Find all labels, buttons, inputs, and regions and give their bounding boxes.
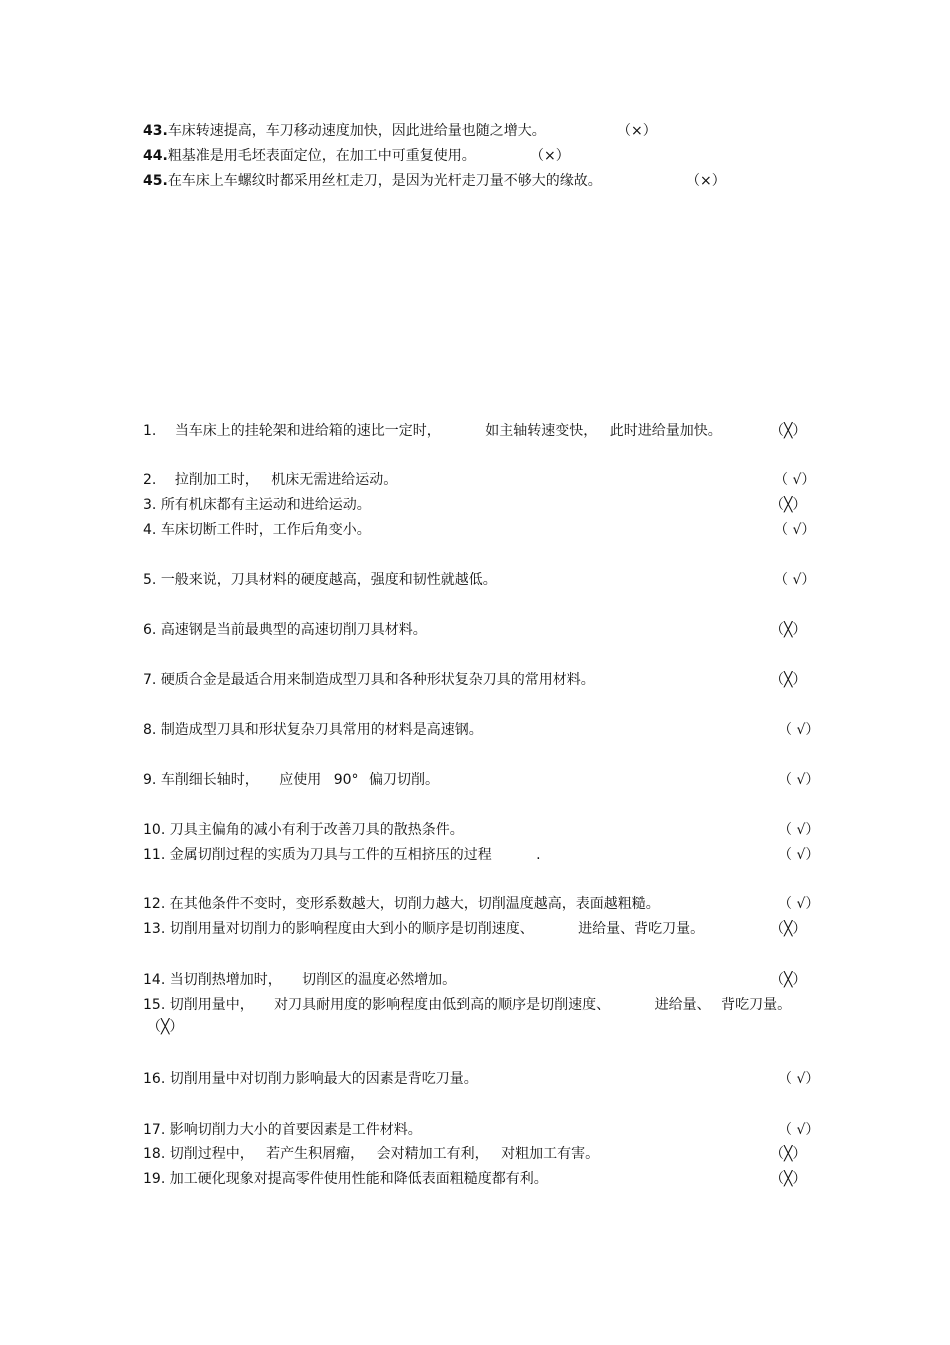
question-number: 43. bbox=[143, 123, 168, 139]
item-text: 所有机床都有主运动和进给运动。 bbox=[160, 497, 371, 513]
list-item-19 bbox=[143, 1170, 548, 1188]
answer-mark: （×） bbox=[686, 173, 726, 189]
item-number: 18. bbox=[143, 1146, 166, 1162]
item-text: 背吃刀量。 bbox=[721, 997, 792, 1013]
item-text: 切削过程中， bbox=[169, 1146, 254, 1162]
answer-mark: （ √） bbox=[774, 472, 816, 488]
answer-mark: （╳） bbox=[147, 1019, 184, 1035]
item-number: 10. bbox=[143, 822, 166, 838]
answer-mark: （╳） bbox=[770, 423, 807, 439]
answer-mark: （╳） bbox=[770, 1146, 807, 1162]
question-number: 45. bbox=[143, 173, 168, 189]
answer-mark: （╳） bbox=[770, 1171, 807, 1187]
list-item-11 bbox=[143, 846, 541, 864]
answer-mark: （ √） bbox=[778, 847, 820, 863]
question-44 bbox=[143, 147, 476, 165]
list-item-7 bbox=[143, 671, 595, 689]
list-item-14 bbox=[143, 971, 456, 989]
item-text: 会对精加工有利， bbox=[376, 1146, 489, 1162]
item-text: 高速钢是当前最典型的高速切削刀具材料。 bbox=[160, 622, 427, 638]
answer-mark: （╳） bbox=[770, 972, 807, 988]
list-item-10 bbox=[143, 821, 464, 839]
item-number: 6. bbox=[143, 622, 157, 638]
item-text: 如主轴转速变快， bbox=[485, 423, 598, 439]
item-text: 对粗加工有害。 bbox=[501, 1146, 600, 1162]
item-number: 14. bbox=[143, 972, 166, 988]
item-number: 11. bbox=[143, 847, 166, 863]
list-item-18 bbox=[143, 1145, 599, 1163]
item-text: 在其他条件不变时，变形系数越大，切削力越大，切削温度越高，表面越粗糙。 bbox=[169, 896, 660, 912]
answer-mark: （×） bbox=[617, 123, 657, 139]
item-number: 3. bbox=[143, 497, 157, 513]
list-item-6 bbox=[143, 621, 427, 639]
item-text: 偏刀切削。 bbox=[369, 772, 439, 788]
question-number: 44. bbox=[143, 148, 168, 164]
item-text: 进给量、 bbox=[654, 997, 711, 1013]
item-text: 拉削加工时， bbox=[174, 472, 259, 488]
item-text: 切削用量对切削力的影响程度由大到小的顺序是切削速度、 bbox=[169, 921, 534, 937]
item-number: 4. bbox=[143, 522, 157, 538]
item-text: 当车床上的挂轮架和进给箱的速比一定时， bbox=[174, 423, 441, 439]
item-text: 一般来说，刀具材料的硬度越高，强度和韧性就越低。 bbox=[160, 572, 497, 588]
item-number: 19. bbox=[143, 1171, 166, 1187]
item-text: 影响切削力大小的首要因素是工件材料。 bbox=[169, 1122, 422, 1138]
item-number: 16. bbox=[143, 1071, 166, 1087]
item-text: 机床无需进给运动。 bbox=[271, 472, 398, 488]
item-number: 12. bbox=[143, 896, 166, 912]
answer-mark: （ √） bbox=[778, 1122, 820, 1138]
item-number: 7. bbox=[143, 672, 157, 688]
answer-mark: （╳） bbox=[770, 622, 807, 638]
item-text: 应使用 bbox=[279, 772, 322, 788]
item-number: 1. bbox=[143, 423, 157, 439]
question-text: 粗基准是用毛坯表面定位，在加工中可重复使用。 bbox=[167, 148, 476, 164]
item-number: 2. bbox=[143, 472, 157, 488]
list-item-1 bbox=[143, 422, 722, 440]
item-text: 90° bbox=[333, 772, 359, 788]
list-item-9 bbox=[143, 771, 439, 789]
list-item-17 bbox=[143, 1121, 422, 1139]
item-text: 切削区的温度必然增加。 bbox=[302, 972, 457, 988]
item-number: 5. bbox=[143, 572, 157, 588]
item-text: 当切削热增加时， bbox=[169, 972, 282, 988]
answer-mark: （╳） bbox=[770, 497, 807, 513]
item-text: 车削细长轴时， bbox=[160, 772, 259, 788]
list-item-16 bbox=[143, 1070, 478, 1088]
question-text: 在车床上车螺纹时都采用丝杠走刀，是因为光杆走刀量不够大的缘故。 bbox=[167, 173, 602, 189]
list-item-13 bbox=[143, 920, 704, 938]
item-number: 17. bbox=[143, 1122, 166, 1138]
question-43 bbox=[143, 122, 546, 140]
list-item-3 bbox=[143, 496, 371, 514]
list-item-4 bbox=[143, 521, 371, 539]
list-item-5 bbox=[143, 571, 497, 589]
answer-mark: （ √） bbox=[774, 572, 816, 588]
answer-mark: （ √） bbox=[778, 822, 820, 838]
list-item-12 bbox=[143, 895, 660, 913]
answer-mark: （ √） bbox=[778, 896, 820, 912]
answer-mark: （ √） bbox=[778, 1071, 820, 1087]
item-text: 切削用量中， bbox=[169, 997, 254, 1013]
item-number: 9. bbox=[143, 772, 157, 788]
list-item-8 bbox=[143, 721, 483, 739]
answer-mark: （╳） bbox=[770, 672, 807, 688]
item-number: 13. bbox=[143, 921, 166, 937]
answer-mark: （ √） bbox=[778, 772, 820, 788]
item-text: 刀具主偏角的减小有利于改善刀具的散热条件。 bbox=[169, 822, 464, 838]
item-text: 金属切削过程的实质为刀具与工件的互相挤压的过程 bbox=[169, 847, 492, 863]
item-text: . bbox=[536, 847, 541, 863]
item-text: 若产生积屑瘤， bbox=[266, 1146, 365, 1162]
item-text: 进给量、背吃刀量。 bbox=[578, 921, 705, 937]
item-text: 制造成型刀具和形状复杂刀具常用的材料是高速钢。 bbox=[160, 722, 483, 738]
answer-mark: （ √） bbox=[778, 722, 820, 738]
item-text: 切削用量中对切削力影响最大的因素是背吃刀量。 bbox=[169, 1071, 478, 1087]
item-text: 对刀具耐用度的影响程度由低到高的顺序是切削速度、 bbox=[274, 997, 611, 1013]
answer-mark: （×） bbox=[530, 148, 570, 164]
item-text: 车床切断工件时，工作后角变小。 bbox=[160, 522, 371, 538]
item-text: 此时进给量加快。 bbox=[609, 423, 722, 439]
answer-mark: （ √） bbox=[774, 522, 816, 538]
item-number: 15. bbox=[143, 997, 166, 1013]
item-text: 加工硬化现象对提高零件使用性能和降低表面粗糙度都有利。 bbox=[169, 1171, 548, 1187]
list-item-15 bbox=[143, 996, 791, 1014]
question-text: 车床转速提高，车刀移动速度加快，因此进给量也随之增大。 bbox=[167, 123, 546, 139]
list-item-2 bbox=[143, 471, 397, 489]
item-number: 8. bbox=[143, 722, 157, 738]
item-text: 硬质合金是最适合用来制造成型刀具和各种形状复杂刀具的常用材料。 bbox=[160, 672, 595, 688]
question-45 bbox=[143, 172, 602, 190]
answer-mark: （╳） bbox=[770, 921, 807, 937]
